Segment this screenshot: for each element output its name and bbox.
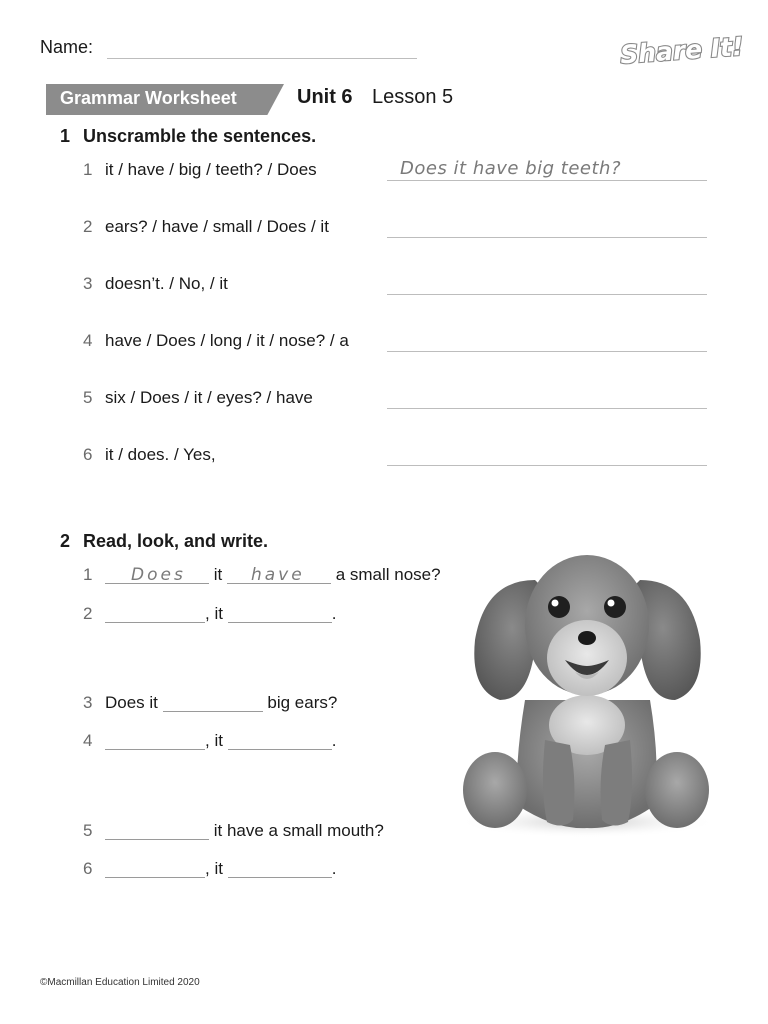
answer-line[interactable] [387,294,707,295]
example-answer: Does [131,565,186,585]
banner-title: Grammar Worksheet [60,88,237,108]
sentence-row [105,859,336,879]
blank-field[interactable] [105,860,205,878]
sentence-row [105,565,441,585]
item-number: 2 [83,604,93,623]
answer-line[interactable] [387,180,707,181]
sentence-row [105,731,336,751]
sentence-word: big ears? [267,693,338,712]
sentence-word: . [331,859,337,878]
sentence-word: , it [205,859,223,878]
sentence-word: a small nose? [335,565,441,584]
blank-field[interactable] [227,566,331,584]
scrambled-sentence: doesn’t. / No, / it [105,274,228,293]
answer-line[interactable] [387,408,707,409]
sentence-row [105,693,337,713]
blank-field[interactable] [163,694,263,712]
answer-line[interactable] [387,465,707,466]
item-number: 1 [83,565,93,584]
section1-title: Unscramble the sentences. [83,126,317,146]
item-number: 4 [83,731,93,750]
blank-field[interactable] [228,732,332,750]
dog-front-left-leg [543,740,575,826]
dog-front-right-leg [601,740,633,826]
example-answer: have [250,565,305,585]
item-number: 1 [83,160,93,179]
dog-left-eye [548,596,570,618]
eye-highlight [608,600,615,607]
sentence-word: it have a small mouth? [213,821,384,840]
dog-nose [578,631,596,645]
scrambled-sentence: six / Does / it / eyes? / have [105,388,313,407]
blank-field[interactable] [105,605,205,623]
sentence-row [105,821,384,841]
eye-highlight [552,600,559,607]
unit-label: Unit 6 [297,86,353,108]
section2-title: Read, look, and write. [83,531,269,551]
example-answer: Does it have big teeth? [400,158,622,179]
item-number: 2 [83,217,93,236]
scrambled-sentence: ears? / have / small / Does / it [105,217,329,236]
item-number: 4 [83,331,93,350]
sentence-word: . [331,731,337,750]
item-number: 5 [83,821,93,840]
section2-number: 2 [60,531,71,551]
blank-field[interactable] [228,860,332,878]
section1-number: 1 [60,126,71,146]
item-number: 6 [83,859,93,878]
blank-field[interactable] [228,605,332,623]
item-number: 3 [83,693,93,712]
svg-text:Share It!: Share It! [619,31,745,70]
sentence-word: . [331,604,337,623]
answer-line[interactable] [387,237,707,238]
name-label: Name: [40,37,94,57]
scrambled-sentence: it / have / big / teeth? / Does [105,160,317,179]
dog-right-foot [645,752,709,828]
item-number: 5 [83,388,93,407]
blank-field[interactable] [105,732,205,750]
scrambled-sentence: have / Does / long / it / nose? / a [105,331,349,350]
scrambled-sentence: it / does. / Yes, [105,445,216,464]
sentence-word: , it [205,604,223,623]
sentence-word: , it [205,731,223,750]
sentence-word: Does it [105,693,158,712]
blank-field[interactable] [105,822,209,840]
copyright-footer: ©Macmillan Education Limited 2020 [40,977,200,988]
item-number: 3 [83,274,93,293]
sentence-word: it [213,565,223,584]
blank-field[interactable] [105,566,209,584]
plush-dog-illustration [455,550,720,840]
lesson-label: Lesson 5 [372,86,454,108]
dog-left-foot [463,752,527,828]
dog-right-eye [604,596,626,618]
share-it-logo [618,31,745,70]
sentence-row [105,604,336,624]
name-input-line[interactable] [107,58,417,59]
answer-line[interactable] [387,351,707,352]
item-number: 6 [83,445,93,464]
